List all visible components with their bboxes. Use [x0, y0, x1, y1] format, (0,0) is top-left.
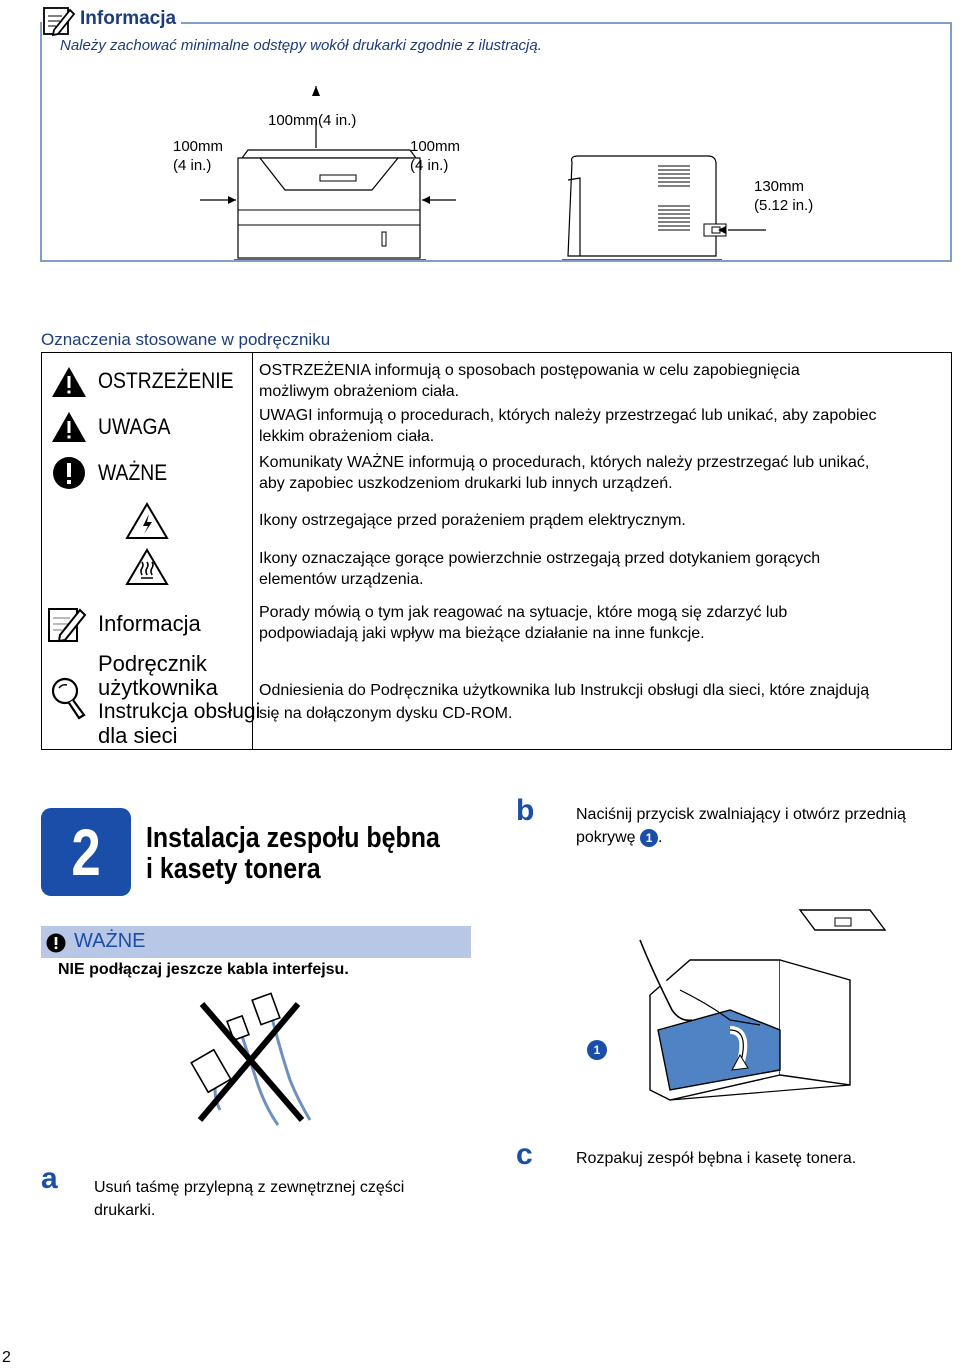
desc-line: elementów urządzenia.	[259, 571, 424, 588]
callout-badge-1: 1	[587, 1040, 607, 1060]
printer-clearance-illustration	[160, 80, 840, 260]
label-line: użytkownika	[98, 675, 218, 700]
desc-line: podpowiadają jaki wpływ ma bieżące działanie na inne funkcje.	[259, 625, 705, 642]
hot-surface-icon	[125, 548, 169, 586]
desc-informacja	[259, 602, 787, 644]
step-letter-a: a	[41, 1162, 58, 1195]
desc-uwaga	[259, 405, 876, 447]
dim-right-line2: (4 in.)	[410, 157, 449, 174]
warning-triangle-icon	[50, 410, 88, 444]
note-pencil-icon	[42, 4, 76, 38]
dim-left	[173, 137, 223, 175]
step-a-text	[94, 1176, 404, 1222]
step-title-line: i kasety tonera	[146, 853, 321, 885]
desc-line: się na dołączonym dysku CD-ROM.	[259, 705, 513, 722]
page-number: 2	[2, 1349, 11, 1366]
dim-left-line1: 100mm	[173, 138, 224, 155]
label-line: Podręcznik	[98, 651, 207, 676]
label-uwaga: UWAGA	[98, 414, 171, 439]
desc-line: lekkim obrażeniom ciała.	[259, 428, 435, 445]
label-reference	[98, 652, 260, 748]
info-text: Należy zachować minimalne odstępy wokół drukarki zgodnie z ilustracją.	[60, 37, 542, 54]
electric-hazard-icon	[125, 502, 169, 540]
dim-back-line2: (5.12 in.)	[754, 197, 814, 214]
wazne-label: WAŻNE	[74, 930, 146, 952]
step-c-text: Rozpakuj zespół bębna i kasetę tonera.	[576, 1150, 857, 1167]
desc-electric: Ikony ostrzegające przed porażeniem prądem elektrycznym.	[259, 512, 686, 529]
label-ostrzezenie: OSTRZEŻENIE	[98, 368, 234, 393]
step-a-line: Usuń taśmę przylepną z zewnętrznej części	[94, 1179, 405, 1196]
desc-wazne	[259, 452, 869, 494]
step-a-line: drukarki.	[94, 1202, 156, 1219]
desc-line: UWAGI informują o procedurach, których należy przestrzegać lub unikać, aby zapobiec	[259, 407, 877, 424]
warning-triangle-icon	[50, 365, 88, 399]
info-title: Informacja	[80, 8, 177, 29]
dim-left-line2: (4 in.)	[173, 157, 212, 174]
desc-line: Ikony oznaczające gorące powierzchnie ostrzegają przed dotykaniem gorących	[259, 550, 821, 567]
dim-back	[754, 177, 813, 215]
desc-line: Odniesienia do Podręcznika użytkownika lub Instrukcji obsługi dla sieci, które znajdują	[259, 682, 870, 699]
exclamation-circle-icon	[46, 933, 66, 953]
dim-right	[410, 137, 460, 175]
step-b-text	[576, 803, 906, 849]
desc-line: Komunikaty WAŻNE informują o procedurach, których należy przestrzegać lub unikać,	[259, 454, 870, 471]
label-wazne: WAŻNE	[98, 460, 168, 485]
step-number: 2	[71, 815, 101, 889]
printer-open-cover-illustration	[580, 880, 900, 1120]
crossed-cable-illustration	[180, 990, 340, 1130]
note-pencil-icon	[46, 604, 88, 644]
info-box-top-border	[181, 22, 952, 24]
period: .	[658, 829, 663, 846]
step-letter-b: b	[516, 794, 535, 827]
desc-line: Porady mówią o tym jak reagować na sytuacje, które mogą się zdarzyć lub	[259, 604, 788, 621]
label-line: Instrukcja obsługi	[98, 700, 261, 723]
conventions-title: Oznaczenia stosowane w podręczniku	[41, 330, 331, 349]
step-title	[146, 823, 440, 885]
label-informacja: Informacja	[98, 611, 201, 636]
dim-back-line1: 130mm	[754, 178, 805, 195]
step-letter-c: c	[516, 1138, 533, 1171]
step-b-line-text: pokrywę	[576, 829, 636, 846]
desc-ostrzezenie	[259, 360, 800, 402]
desc-reference	[259, 679, 869, 725]
exclamation-circle-icon	[52, 456, 86, 490]
callout-badge-1: 1	[640, 829, 658, 847]
desc-line: możliwym obrażeniom ciała.	[259, 383, 460, 400]
magnifier-icon	[50, 676, 90, 720]
wazne-text: NIE podłączaj jeszcze kabla interfejsu.	[58, 961, 349, 978]
desc-line: aby zapobiec uszkodzeniom drukarki lub innych urządzeń.	[259, 475, 673, 492]
step-title-line: Instalacja zespołu bębna	[146, 822, 440, 854]
label-line: dla sieci	[98, 723, 178, 748]
step-b-line: Naciśnij przycisk zwalniający i otwórz przednią	[576, 806, 906, 823]
step-b-line-2	[576, 826, 906, 849]
dim-right-line1: 100mm	[410, 138, 461, 155]
dim-top: 100mm(4 in.)	[268, 112, 357, 129]
desc-hot	[259, 548, 820, 590]
desc-line: OSTRZEŻENIA informują o sposobach postępowania w celu zapobiegnięcia	[259, 362, 800, 379]
